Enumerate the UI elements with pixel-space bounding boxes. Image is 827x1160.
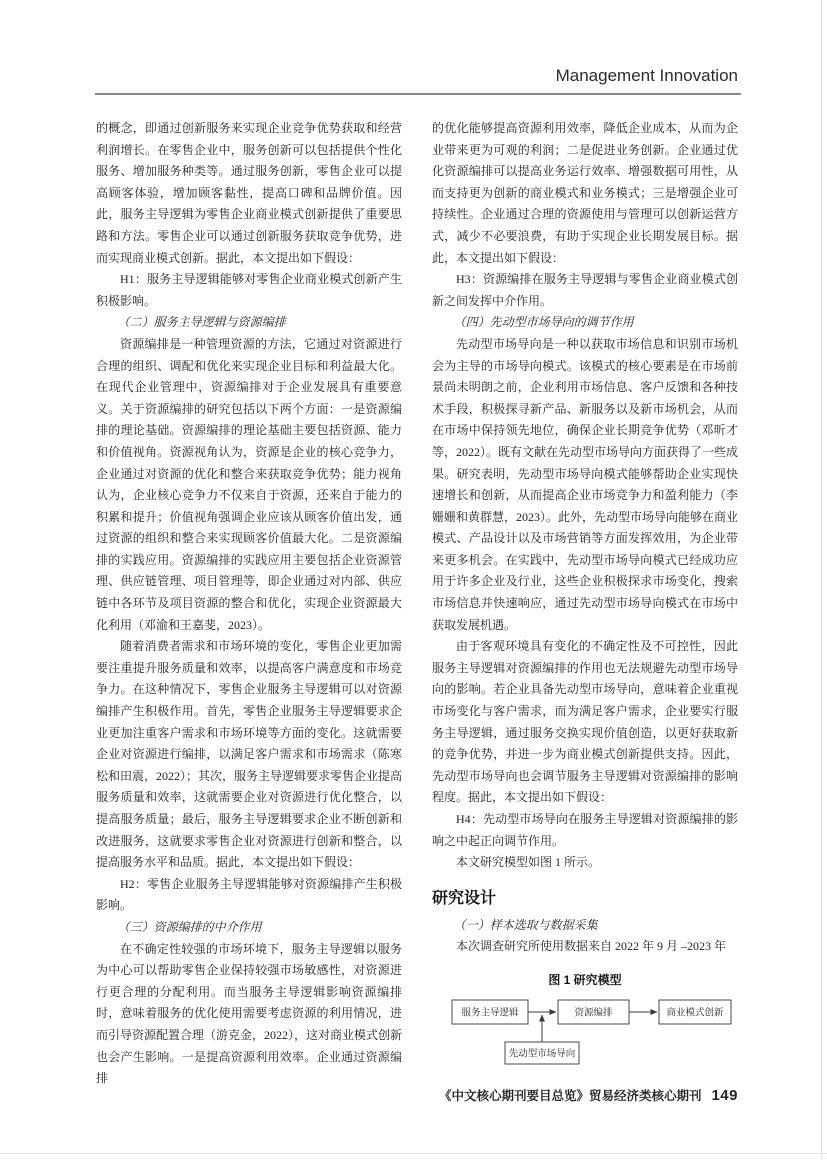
paragraph: 在不确定性较强的市场环境下，服务主导逻辑以服务为中心可以帮助零售企业保持较强市场敏感性，对资源进行更合理的分配利用。而当服务主导逻辑影响资源编排时，意味着服务的优化使用需要考虑资源的利用情况，进而引导资源配置合理（游克金，2022），这对商业模式创新也会产生影响。一是提高资源利用效率。企业通过资源编排 xyxy=(96,941,403,1086)
hypothesis-h1: H1：服务主导逻辑能够对零售企业商业模式创新产生积极影响。 xyxy=(96,272,402,308)
header-rule xyxy=(95,93,741,95)
figure-1 xyxy=(432,971,738,1068)
paragraph-continuation: 的概念，即通过创新服务来实现企业竞争优势获取和经营利润增长。在零售企业中，服务创新可以包括提供个性化服务、增加服务种类等。通过服务创新，零售企业可以提高顾客体验，增加顾客黏性，提高口碑和品牌价值。因此，服务主导逻辑为零售企业商业模式创新提供了重要思路和方法。零售企业可以通过创新服务获取竞争优势，进而实现商业模式创新。据此，本文提出如下假设： xyxy=(96,121,402,265)
subsection-heading-3: （三）资源编排的中介作用 xyxy=(117,919,262,934)
paragraph: 随着消费者需求和市场环境的变化，零售企业更加需要注重提升服务质量和效率，以提高客户满意度和市场竞争力。在这种情况下，零售企业服务主导逻辑可以对资源编排产生积极作用。首先，零售企业服务主导逻辑要求企业更加注重客户需求和市场环境等方面的变化。这就需要企业对资源进行编排，以满足客户需求和市场需求（陈寒松和田震，2022）；其次，服务主导逻辑要求零售企业提高服务质量和效率，这就需要企业对资源进行优化整合，以提高服务质量；最后，服务主导逻辑要求企业不断创新和改进服务，这就要求零售企业对资源进行创新和整合，以提高服务水平和品质。据此，本文提出如下假设： xyxy=(96,639,403,870)
right-column xyxy=(432,118,738,1090)
node-business-model-innovation-label: 商业模式创新 xyxy=(666,1007,724,1019)
page-number: 149 xyxy=(711,1087,738,1104)
paragraph: 先动型市场导向是一种以获取市场信息和识别市场机会为主导的市场导向模式。该模式的核心要素是在市场前景尚未明朗之前，企业利用市场信息、客户反馈和各种技术手段，积极探寻新产品、新服务以及新市场机会，从而在市场中保持领先地位，确保企业长期竞争优势（邓昕才等，2022）。既有文献在先动型市场导向方面获得了一些成果。研究表明，先动型市场导向模式能够帮助企业实现快速增长和创新，从而提高企业市场竞争力和盈利能力（李姗姗和黄群慧，2023）。此外，先动型市场导向能够在商业模式、产品设计以及市场营销等方面发挥效用，为企业带来更多机会。在实践中，先动型市场导向模式已经成功应用于许多企业及行业，这些企业积极探求市场变化，搜索市场信息并快速响应，通过先动型市场导向模式在市场中获取发展机遇。 xyxy=(432,336,739,632)
paragraph: 由于客观环境具有变化的不确定性及不可控性，因此服务主导逻辑对资源编排的作用也无法规避先动型市场导向的影响。若企业具备先动型市场导向，意味着企业重视市场变化与客户需求，而为满足客户需求，企业要实行服务主导逻辑，通过服务交换实现价值创造，以更好获取新的竞争优势，并进一步为商业模式创新提供支持。因此，先动型市场导向也会调节服务主导逻辑对资源编排的影响程度。据此，本文提出如下假设： xyxy=(432,639,738,805)
page-footer xyxy=(96,1086,738,1104)
hypothesis-h3: H3：资源编排在服务主导逻辑与零售企业商业模式创新之间发挥中介作用。 xyxy=(432,272,738,308)
hypothesis-h4: H4：先动型市场导向在服务主导逻辑对资源编排的影响之中起正向调节作用。 xyxy=(432,812,738,848)
running-head: Management Innovation xyxy=(555,66,738,85)
node-proactive-market-orientation-label: 先动型市场导向 xyxy=(508,1048,576,1060)
paragraph-continuation: 的优化能够提高资源利用效率，降低企业成本，从而为企业带来更为可观的利润；二是促进业务创新。企业通过优化资源编排可以提高业务运行效率、增强数据可用性，从而支持更为创新的商业模式和业务模式；三是增强企业可持续性。企业通过合理的资源使用与管理可以创新运营方式，减少不必要浪费，有助于实现企业长期发展目标。据此，本文提出如下假设： xyxy=(432,121,738,265)
paragraph: 本文研究模型如图 1 所示。 xyxy=(456,855,601,870)
two-column-body xyxy=(96,118,738,1090)
subsection-heading-2: （二）服务主导逻辑与资源编排 xyxy=(117,315,286,330)
paragraph: 资源编排是一种管理资源的方法，它通过对资源进行合理的组织、调配和优化来实现企业目标和利益最大化。在现代企业管理中，资源编排对于企业发展具有重要意义。关于资源编排的研究包括以下两个方面：一是资源编排的理论基础。资源编排的理论基础主要包括资源、能力和价值视角。资源视角认为，资源是企业的核心竞争力，企业通过对资源的优化和整合来获取竞争优势；能力视角认为，企业核心竞争力不仅来自于资源，还来自于能力的积累和提升；价值视角强调企业应该从顾客价值出发，通过资源的组织和整合来实现顾客价值最大化。二是资源编排的实践应用。资源编排的实践应用主要包括企业资源管理、供应链管理、项目管理等，即企业通过对内部、供应链中各环节及项目资源的整合和优化，实现企业资源最大化利用（邓渝和王嘉斐，2023）。 xyxy=(96,336,402,632)
left-column xyxy=(96,118,402,1090)
node-resource-orchestration-label: 资源编排 xyxy=(574,1007,613,1019)
subsection-heading-4: （四）先动型市场导向的调节作用 xyxy=(453,315,634,330)
research-model-diagram xyxy=(432,996,738,1068)
scan-edge-bottom xyxy=(0,1153,827,1154)
paragraph: 本次调查研究所使用数据来自 2022 年 9 月 –2023 年 xyxy=(456,939,727,954)
section-title-research-design: 研究设计 xyxy=(432,889,497,907)
subsection-heading-1: （一）样本选取与数据采集 xyxy=(453,917,598,932)
footer-journal-label: 《中文核心期刊要目总览》贸易经济类核心期刊 xyxy=(438,1089,702,1103)
hypothesis-h2: H2：零售企业服务主导逻辑能够对资源编排产生积极影响。 xyxy=(96,876,402,913)
scan-edge-right xyxy=(821,0,822,1160)
figure-caption: 图 1 研究模型 xyxy=(548,972,622,987)
node-service-dominant-logic-label: 服务主导逻辑 xyxy=(461,1007,519,1019)
